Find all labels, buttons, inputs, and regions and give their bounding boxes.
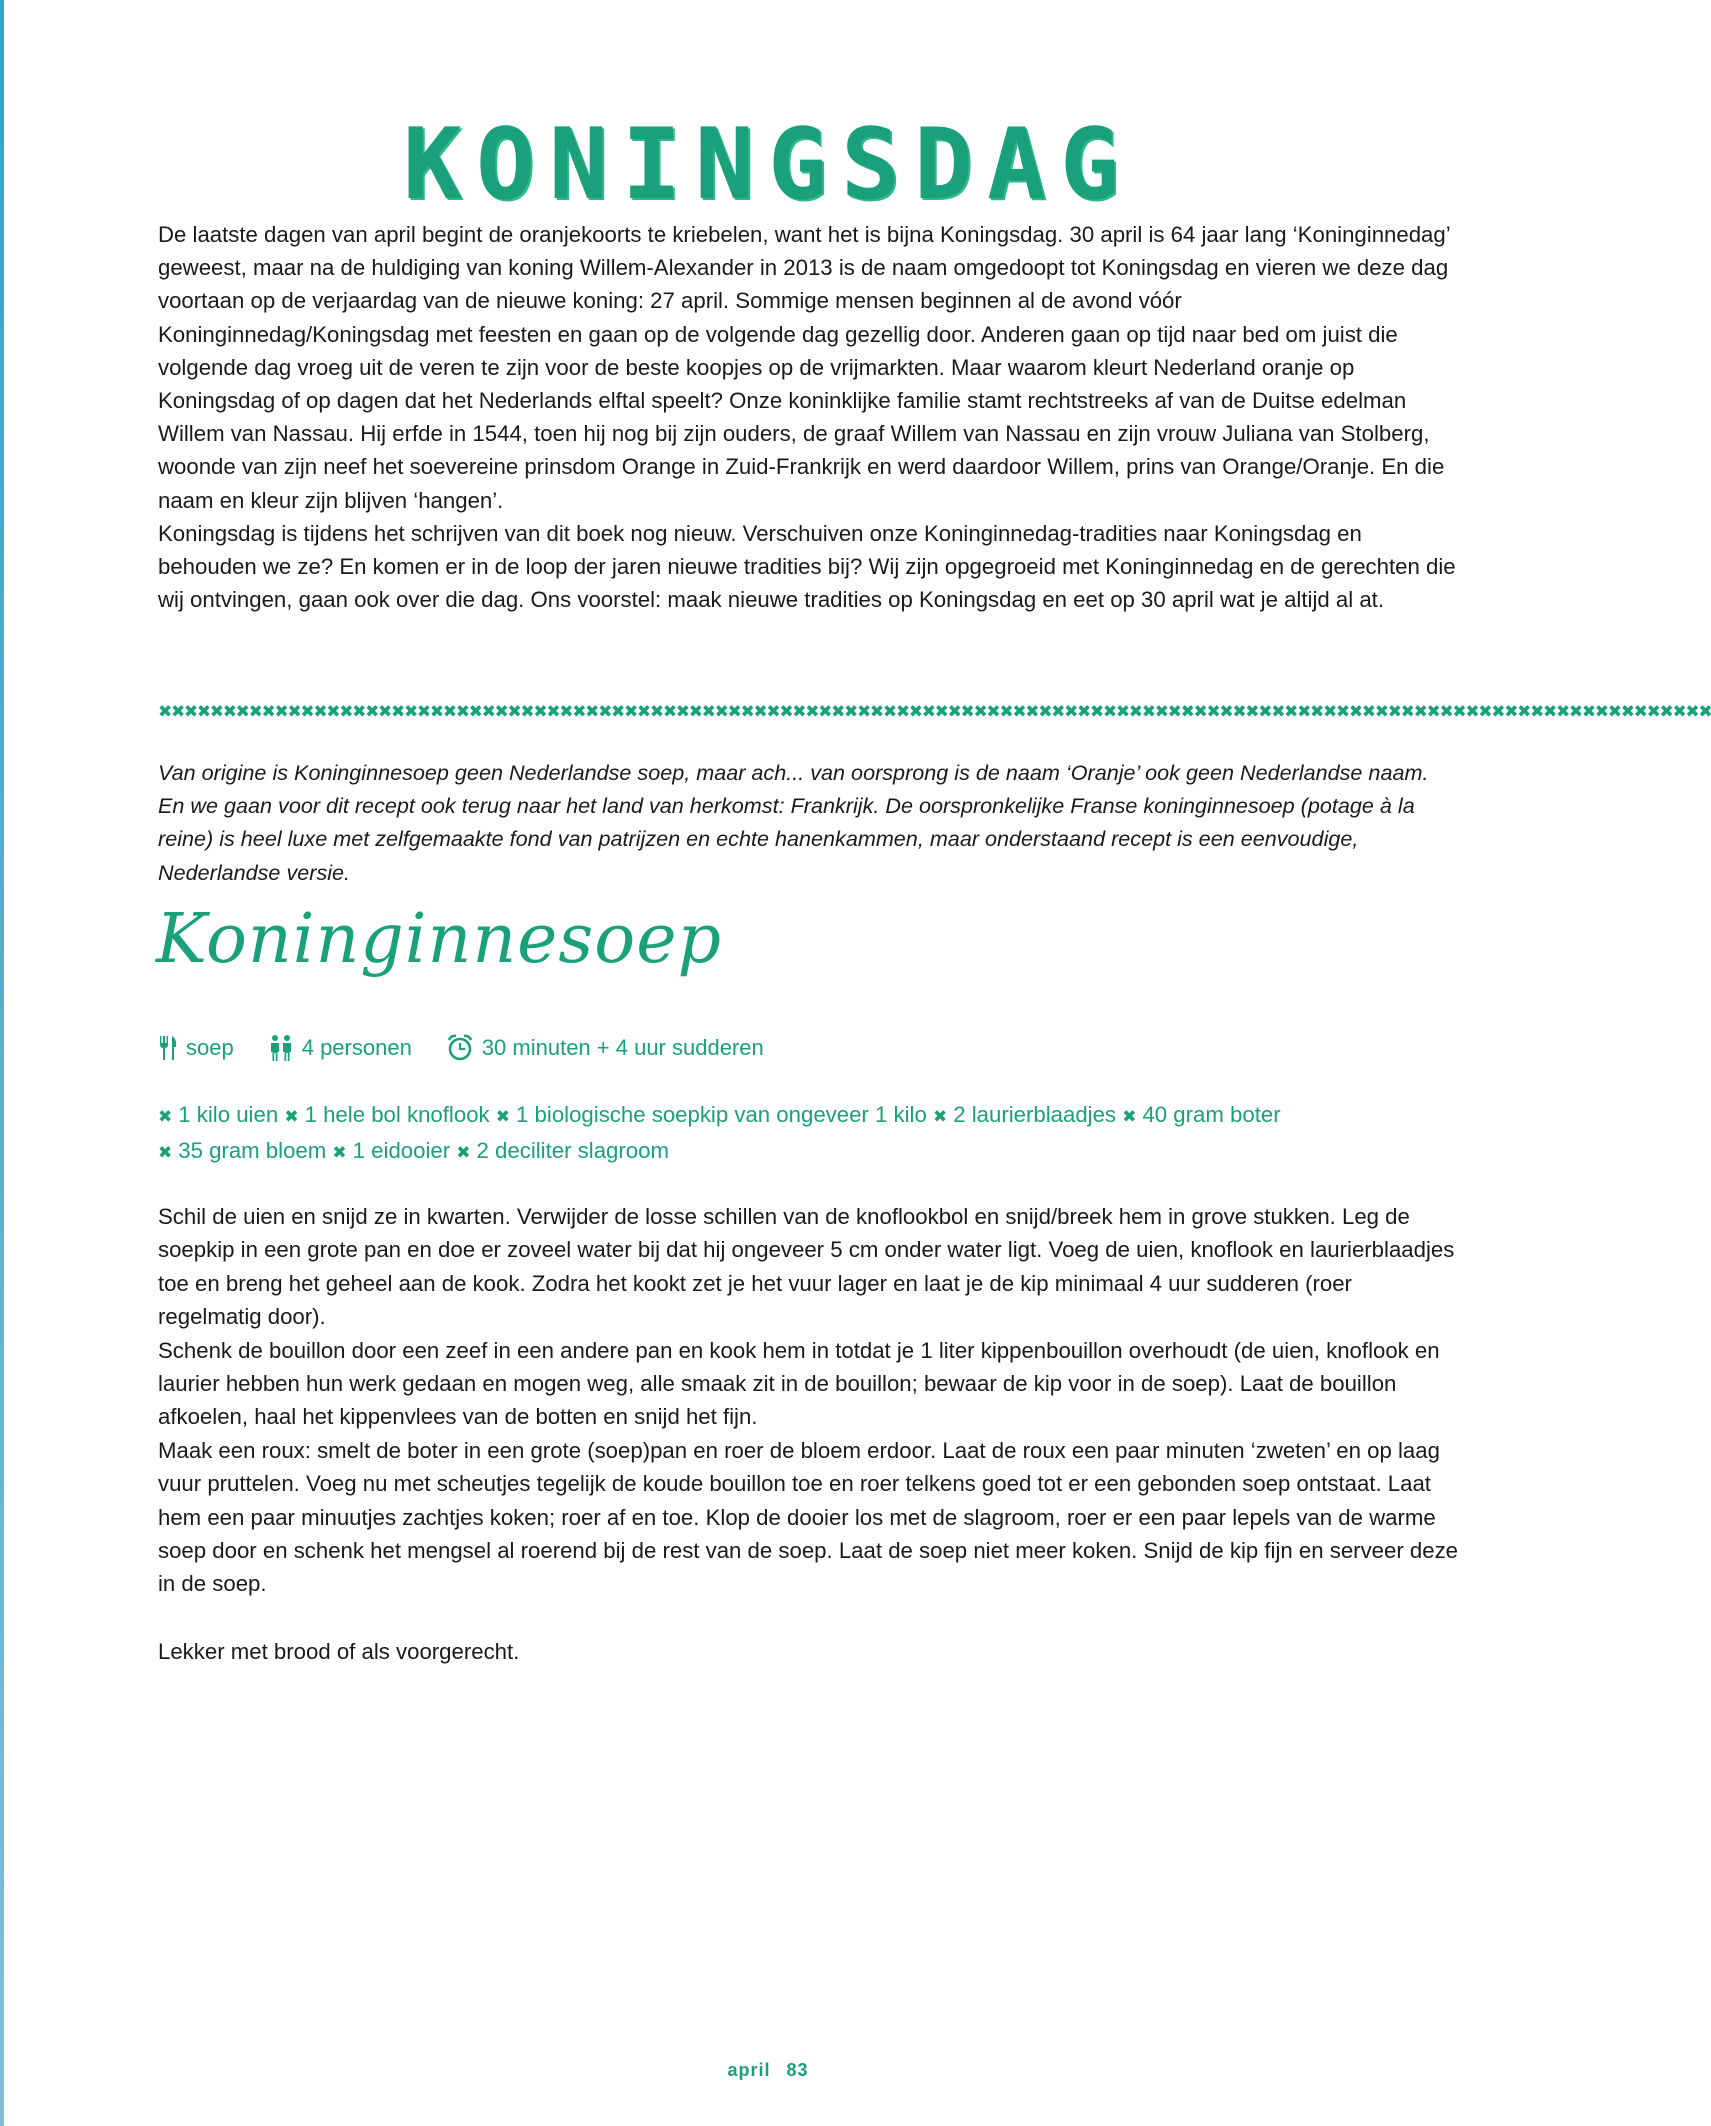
intro-paragraph: Koningsdag is tijdens het schrijven van dit boek nog nieuw. Verschuiven onze Koninginnedag-tradities naar Koningsdag en behouden we ze? En komen er in de loop der jaren nieuwe tradities bij? Wij zijn opgegroeid met Koninginnedag en de gerechten die wij ontvingen, gaan ook over die dag. Ons voorstel: maak nieuwe tradities op Koningsdag en eet op 30 april wat je altijd al at. xyxy=(158,520,1456,613)
recipe-time-label: 30 minuten + 4 uur sudderen xyxy=(481,1035,764,1060)
cross-marker-icon: ✖ xyxy=(284,1107,299,1126)
recipe-servings xyxy=(268,1034,412,1062)
recipe-time xyxy=(446,1034,764,1062)
page-number: 83 xyxy=(786,2060,809,2080)
page-edge-strip xyxy=(0,0,4,2126)
ingredient-item: ✖ 1 kilo uien xyxy=(158,1102,279,1127)
method-step: Maak een roux: smelt de boter in een grote (soep)pan en roer de bloem erdoor. Laat de roux een paar minuten ‘zweten’ en op laag vuur pruttelen. Voeg nu met scheutjes tegelijk de koude bouillon toe en roer telkens goed tot er een gebonden soep ontstaat. Laat hem een paar minuutjes zachtjes koken; roer af en toe. Klop de dooier los met de slagroom, roer er een paar lepels van de warme soep door en schenk het mengsel al roerend bij de rest van de soep. Laat de soep niet meer koken. Snijd de kip fijn en serveer deze in de soep. xyxy=(158,1437,1459,1597)
recipe-title: Koninginnesoep xyxy=(156,900,722,979)
cross-marker-icon: ✖ xyxy=(456,1142,471,1162)
cross-marker-icon: ✖ xyxy=(158,1107,173,1126)
method-step: Schenk de bouillon door een zeef in een andere pan en kook hem in totdat je 1 liter kippenbouillon overhoudt (de uien, knoflook en laurier hebben hun werk gedaan en mogen weg, alle smaak zit in de bouillon; bewaar de kip voor in de soep). Laat de bouillon afkoelen, haal het kippenvlees van de botten en snijd het fijn. xyxy=(158,1337,1440,1430)
recipe-intro: Van origine is Koninginnesoep geen Nederlandse soep, maar ach... van oorsprong is de naam ‘Oranje’ ook geen Nederlandse naam. En we gaan voor dit recept ook terug naar het land van herkomst: Frankrijk. De oorspronkelijke Franse koninginnesoep (potage à la reine) is heel luxe met zelfgemaakte fond van patrijzen en echte hanenkammen, maar onderstaand recept is een eenvoudige, Nederlandse versie. xyxy=(158,760,1429,885)
chapter-title: KONINGSDAG xyxy=(402,108,1133,222)
alarm-clock-icon xyxy=(446,1034,474,1062)
cross-marker-icon: ✖ xyxy=(932,1107,948,1126)
intro-paragraph: De laatste dagen van april begint de oranjekoorts te kriebelen, want het is bijna Koningsdag. 30 april is 64 jaar lang ‘Koninginnedag’ geweest, maar na de huldiging van koning Willem-Alexander in 2013 is de naam omgedoopt tot Koningsdag en vieren we deze dag voortaan op de verjaardag van de nieuwe koning: 27 april. Sommige mensen beginnen al de avond vóór Koninginnedag/Koningsdag met feesten en gaan op de volgende dag gezellig door. Anderen gaan op tijd naar bed om juist die volgende dag vroeg uit de veren te zijn voor de beste koopjes op de vrijmarkten. Maar waarom kleurt Nederland oranje op Koningsdag of op dagen dat het Nederlands elftal speelt? Onze koninklijke familie stamt rechtstreeks af van de Duitse edelman Willem van Nassau. Hij erfde in 1544, toen hij nog bij zijn ouders, de graaf Willem van Nassau en zijn vrouw Juliana van Stolberg, woonde van zijn neef het soevereine prinsdom Orange in Zuid-Frankrijk en werd daardoor Willem, prins van Orange/Oranje. En die naam en kleur zijn blijven ‘hangen’. xyxy=(158,222,1450,513)
recipe-course xyxy=(158,1034,234,1062)
recipe-meta xyxy=(158,1030,764,1066)
recipe-course-label: soep xyxy=(186,1035,234,1060)
ingredient-item: ✖ 2 deciliter slagroom xyxy=(456,1137,669,1163)
cross-stitch-divider: ✖✖✖✖✖✖✖✖✖✖✖✖✖✖✖✖✖✖✖✖✖✖✖✖✖✖✖✖✖✖✖✖✖✖✖✖✖✖✖✖✖✖✖✖✖✖✖✖✖✖✖✖✖✖✖✖✖✖✖✖✖✖✖✖✖✖✖✖✖✖✖✖✖✖✖✖✖✖✖✖✖✖✖✖✖✖✖✖✖✖✖✖✖✖✖✖✖✖✖✖✖✖✖✖✖✖✖✖✖✖✖✖✖✖✖✖✖✖✖✖ xyxy=(158,702,1711,722)
serving-suggestion: Lekker met brood of als voorgerecht. xyxy=(158,1639,520,1664)
ingredient-item: ✖ 1 hele bol knoflook xyxy=(284,1102,490,1127)
recipe-servings-label: 4 personen xyxy=(301,1035,412,1060)
people-icon xyxy=(268,1034,294,1062)
ingredient-item: ✖ 40 gram boter xyxy=(1122,1102,1281,1127)
intro-text xyxy=(158,218,1458,616)
page-footer xyxy=(0,2060,1536,2081)
ingredient-item: ✖ 1 eidooier xyxy=(332,1137,451,1163)
ingredient-item: ✖ 1 biologische soepkip van ongeveer 1 kilo xyxy=(495,1102,927,1127)
cross-marker-icon: ✖ xyxy=(495,1107,511,1126)
ingredient-item: ✖ 35 gram bloem xyxy=(158,1137,327,1163)
ingredient-item: ✖ 2 laurierblaadjes xyxy=(932,1102,1117,1127)
footer-month: april xyxy=(727,2060,771,2080)
recipe-method xyxy=(158,1200,1458,1601)
ingredient-list xyxy=(158,1098,1478,1169)
cross-marker-icon: ✖ xyxy=(1122,1107,1137,1126)
cross-marker-icon: ✖ xyxy=(158,1142,173,1162)
cutlery-icon xyxy=(158,1034,178,1062)
chapter-header xyxy=(0,108,1536,222)
method-step: Schil de uien en snijd ze in kwarten. Verwijder de losse schillen van de knoflookbol en snijd/breek hem in grove stukken. Leg de soepkip in een grote pan en doe er zoveel water bij dat hij ongeveer 5 cm onder water ligt. Voeg de uien, knoflook en laurierblaadjes toe en breng het geheel aan de kook. Zodra het kookt zet je het vuur lager en laat je de kip minimaal 4 uur sudderen (roer regelmatig door). xyxy=(158,1204,1455,1330)
cross-marker-icon: ✖ xyxy=(332,1142,347,1162)
